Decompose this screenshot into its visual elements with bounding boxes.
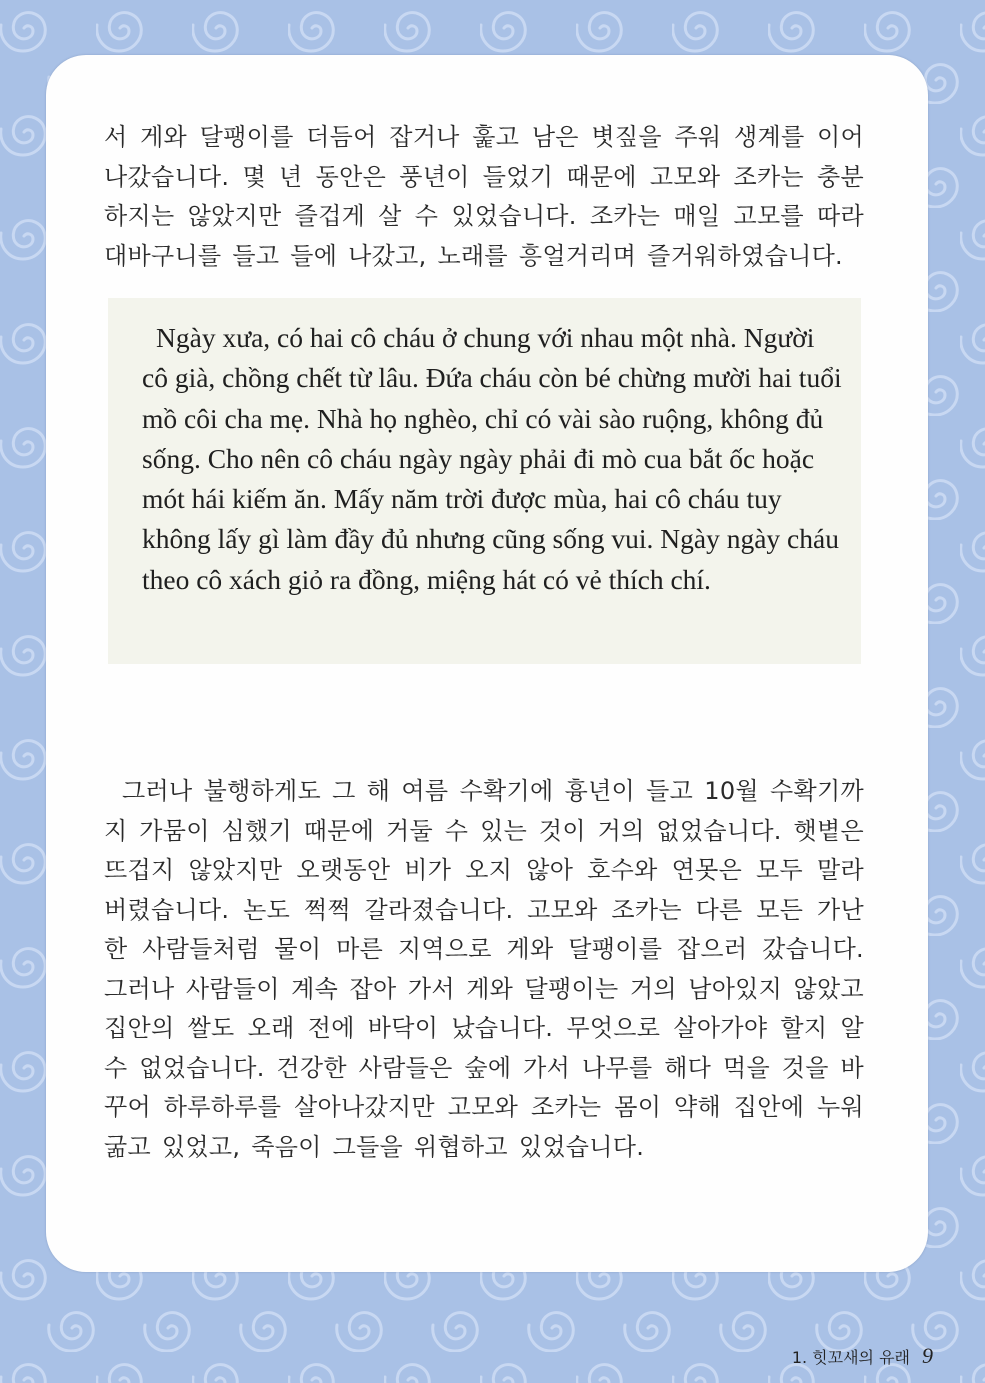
chapter-title: 1. 힛꼬새의 유래 [791, 1348, 910, 1367]
vietnamese-paragraph: Ngày xưa, có hai cô cháu ở chung với nhau một nhà. Người cô già, chồng chết từ lâu. Đứa cháu còn bé chừng mười hai tuổi mồ côi cha mẹ. Nhà họ nghèo, chỉ có vài sào ruộng, không đủ sống. Cho nên cô cháu ngày ngày phải đi mò cua bắt ốc hoặc mót hái kiếm ăn. Mấy năm trời được mùa, hai cô cháu tuy không lấy gì làm đầy đủ nhưng cũng sống vui. Ngày ngày cháu theo cô xách giỏ ra đồng, miệng hát có vẻ thích chí. [142, 322, 842, 595]
page-footer [792, 1343, 933, 1373]
korean-paragraph-1: 서 게와 달팽이를 더듬어 잡거나 훑고 남은 볏짚을 주워 생계를 이어나갔습니다. 몇 년 동안은 풍년이 들었기 때문에 고모와 조카는 충분하지는 않았지만 즐겁게 살 수 있었습니다. 조카는 매일 고모를 따라 대바구니를 들고 들에 나갔고, 노래를 흥얼거리며 즐거워하였습니다. [104, 123, 864, 270]
korean-paragraph-2: 그러나 불행하게도 그 해 여름 수확기에 흉년이 들고 10월 수확기까지 가뭄이 심했기 때문에 거둘 수 있는 것이 거의 없었습니다. 햇볕은 뜨겁지 않았지만 오랫동안 비가 오지 않아 호수와 연못은 모두 말라 버렸습니다. 논도 쩍쩍 갈라졌습니다. 고모와 조카는 다른 모든 가난한 사람들처럼 물이 마른 지역으로 게와 달팽이를 잡으러 갔습니다. 그러나 사람들이 계속 잡아 가서 게와 달팽이는 거의 남아있지 않았고 집안의 쌀도 오래 전에 바닥이 났습니다. 무엇으로 살아가야 할지 알 수 없었습니다. 건강한 사람들은 숲에 가서 나무를 해다 먹을 것을 바꾸어 하루하루를 살아나갔지만 고모와 조카는 몸이 약해 집안에 누워 굶고 있었고, 죽음이 그들을 위협하고 있었습니다. [104, 777, 864, 1161]
page-number: 9 [922, 1343, 933, 1368]
